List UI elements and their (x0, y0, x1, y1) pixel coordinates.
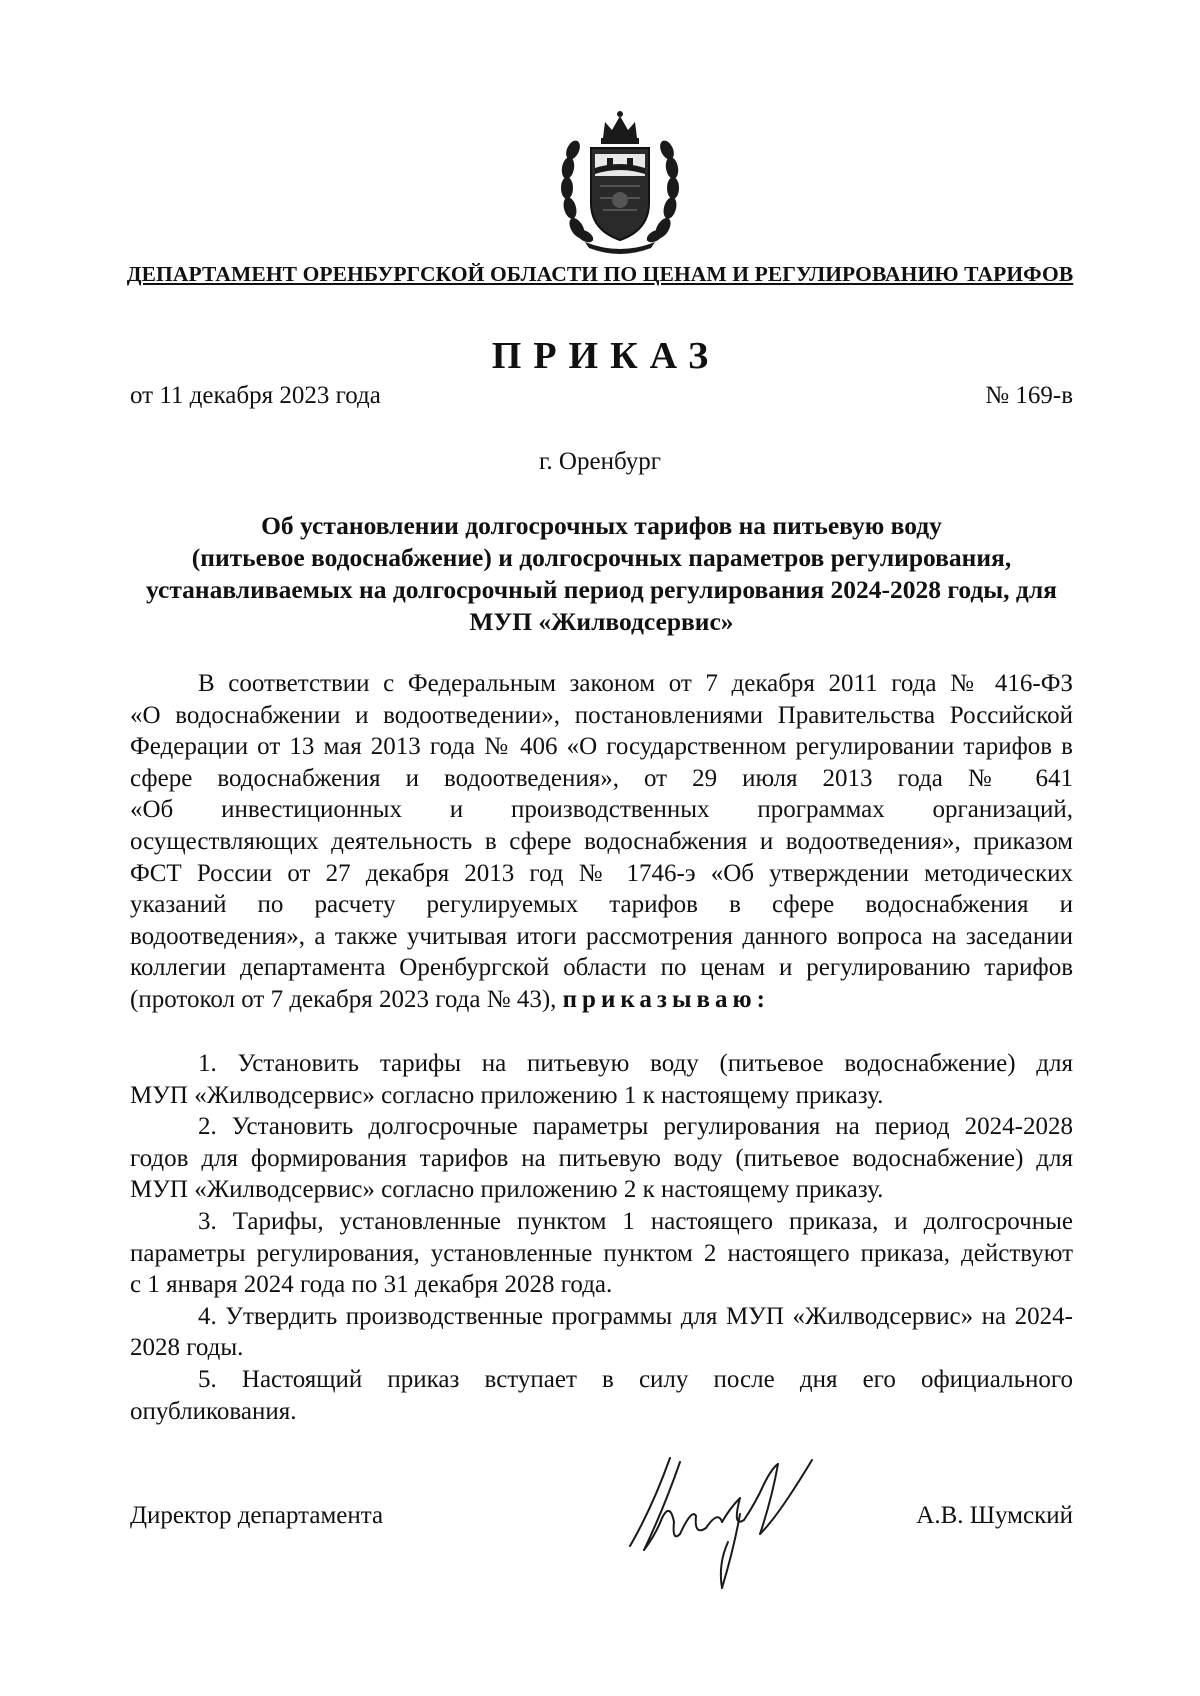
item-line: 5. Настоящий приказ вступает в силу после дня его официального (198, 1365, 1073, 1393)
preamble-paragraph (130, 668, 1073, 1016)
order-subject (130, 510, 1073, 638)
preamble-line: сфере водоснабжения и водоотведения», от 29 июля 2013 года № 641 (130, 764, 1073, 792)
item-line: МУП «Жилводсервис» согласно приложению 1 к настоящему приказу. (130, 1081, 884, 1109)
order-item-4 (130, 1301, 1073, 1364)
item-line: 2. Установить долгосрочные параметры регулирования на период 2024-2028 (198, 1113, 1073, 1141)
item-line: 4. Утвердить производственные программы для МУП «Жилводсервис» на 2024- (198, 1302, 1073, 1330)
order-items (130, 1048, 1073, 1427)
preamble-line: водоотведения», а также учитывая итоги рассмотрения данного вопроса на заседании (130, 922, 1073, 950)
order-item-3 (130, 1206, 1073, 1301)
item-line: годов для формирования тарифов на питьевую воду (питьевое водоснабжение) для (130, 1144, 1073, 1172)
subject-line: устанавливаемых на долгосрочный период регулирования 2024-2028 годы, для (146, 575, 1057, 604)
signatory-name: А.В. Шумский (916, 1502, 1073, 1529)
department-name: ДЕПАРТАМЕНТ ОРЕНБУРГСКОЙ ОБЛАСТИ ПО ЦЕНАМ И РЕГУЛИРОВАНИЮ ТАРИФОВ (126, 262, 1074, 286)
order-item-2 (130, 1111, 1073, 1206)
order-word: приказываю: (562, 985, 770, 1013)
preamble-line: В соответствии с Федеральным законом от 7 декабря 2011 года № 416-ФЗ (198, 670, 1073, 697)
preamble-line: указаний по расчету регулируемых тарифов в сфере водоснабжения и (130, 891, 1073, 919)
preamble-line: «О водоснабжении и водоотведении», постановлениями Правительства Российской (130, 701, 1073, 729)
order-number: № 169-в (985, 382, 1073, 409)
order-item-1 (130, 1048, 1073, 1111)
item-line: 2028 годы. (130, 1334, 244, 1362)
preamble-line: ФСТ России от 27 декабря 2013 год № 1746-э «Об утверждении методических (130, 859, 1073, 887)
preamble-line: Федерации от 13 мая 2013 года № 406 «О государственном регулировании тарифов в (130, 733, 1073, 761)
preamble-line: (протокол от 7 декабря 2023 года № 43), (130, 985, 557, 1013)
signatory-role: Директор департамента (130, 1502, 384, 1529)
item-line: с 1 января 2024 года по 31 декабря 2028 года. (130, 1271, 613, 1299)
handwritten-signature (622, 1438, 832, 1608)
subject-line: МУП «Жилводсервис» (469, 607, 734, 636)
item-line: 1. Установить тарифы на питьевую воду (питьевое водоснабжение) для (198, 1050, 1073, 1077)
order-item-5 (130, 1364, 1073, 1427)
document-type-title: ПРИКАЗ (491, 335, 721, 377)
preamble-line: «Об инвестиционных и производственных программах организаций, (130, 796, 1073, 824)
preamble-line: осуществляющих деятельность в сфере водоснабжения и водоотведения», приказом (130, 827, 1073, 855)
order-city: г. Оренбург (539, 448, 661, 475)
item-line: 3. Тарифы, установленные пунктом 1 настоящего приказа, и долгосрочные (198, 1207, 1073, 1235)
subject-line: (питьевое водоснабжение) и долгосрочных параметров регулирования, (191, 543, 1012, 572)
order-date: от 11 декабря 2023 года (130, 382, 381, 409)
preamble-last-line (130, 984, 1073, 1016)
item-line: параметры регулирования, установленные пунктом 2 настоящего приказа, действуют (130, 1239, 1073, 1267)
subject-line: Об установлении долгосрочных тарифов на питьевую воду (261, 511, 942, 540)
preamble-line: коллегии департамента Оренбургской области по ценам и регулированию тарифов (130, 954, 1073, 982)
item-line: МУП «Жилводсервис» согласно приложению 2 к настоящему приказу. (130, 1176, 884, 1204)
item-line: опубликования. (130, 1397, 297, 1425)
coat-of-arms-icon (555, 108, 685, 258)
